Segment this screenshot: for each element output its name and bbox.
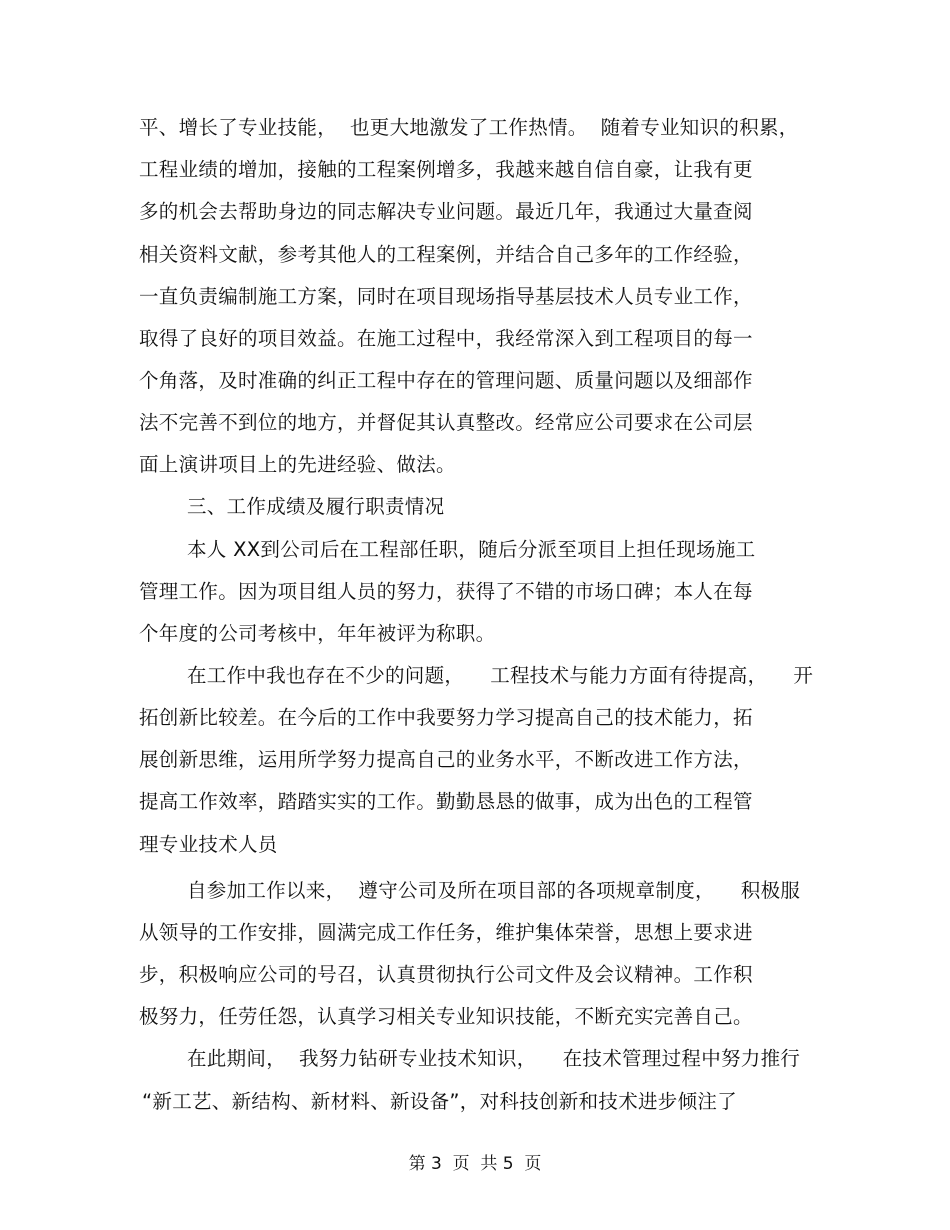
page-number-footer: 第 3 页 共 5 页 bbox=[408, 1154, 542, 1174]
text-line: 取得了良好的项目效益。在施工过程中，我经常深入到工程项目的每一 bbox=[139, 327, 753, 350]
text-line: 极努力，任劳任怨，认真学习相关专业知识技能，不断充实完善自己。 bbox=[139, 1005, 753, 1028]
text-line: 步，积极响应公司的号召，认真贯彻执行公司文件及会议精神。工作积 bbox=[139, 963, 753, 986]
text-line: 平、增长了专业技能， 也更大地激发了工作热情。 随着专业知识的积累， bbox=[139, 116, 799, 139]
text-line: 理专业技术人员 bbox=[139, 833, 278, 856]
text-line: 个角落，及时准确的纠正工程中存在的管理问题、质量问题以及细部作 bbox=[139, 369, 753, 392]
text-line: 法不完善不到位的地方，并督促其认真整改。经常应公司要求在公司层 bbox=[139, 411, 753, 434]
text-line: 拓创新比较差。在今后的工作中我要努力学习提高自己的技术能力，拓 bbox=[139, 706, 753, 729]
text-line: “新工艺、新结构、新材料、新设备”，对科技创新和技术进步倾注了 bbox=[142, 1090, 738, 1113]
text-line: 自参加工作以来， 遵守公司及所在项目部的各项规章制度， 积极服 bbox=[187, 879, 801, 902]
text-line: 提高工作效率，踏踏实实的工作。勤勤恳恳的做事，成为出色的工程管 bbox=[139, 790, 753, 813]
text-line: 在此期间， 我努力钻研专业技术知识， 在技术管理过程中努力推行 bbox=[187, 1047, 801, 1070]
text-line: 面上演讲项目上的先进经验、做法。 bbox=[139, 453, 456, 476]
text-line: 个年度的公司考核中，年年被评为称职。 bbox=[139, 622, 496, 645]
text-line: 展创新思维，运用所学努力提高自己的业务水平，不断改进工作方法， bbox=[139, 748, 753, 771]
text-line: 从领导的工作安排，圆满完成工作任务，维护集体荣誉，思想上要求进 bbox=[139, 921, 753, 944]
text-line: 本人 XX到公司后在工程部任职，随后分派至项目上担任现场施工 bbox=[187, 538, 756, 561]
text-line: 管理工作。因为项目组人员的努力，获得了不错的市场口碑；本人在每 bbox=[139, 580, 753, 603]
text-line: 多的机会去帮助身边的同志解决专业问题。最近几年，我通过大量查阅 bbox=[139, 200, 753, 223]
text-line: 工程业绩的增加，接触的工程案例增多，我越来越自信自豪，让我有更 bbox=[139, 158, 753, 181]
text-line: 在工作中我也存在不少的问题， 工程技术与能力方面有待提高， 开 bbox=[187, 664, 814, 687]
text-line: 一直负责编制施工方案，同时在项目现场指导基层技术人员专业工作， bbox=[139, 285, 753, 308]
text-line: 相关资料文献，参考其他人的工程案例，并结合自己多年的工作经验， bbox=[139, 243, 753, 266]
section-heading: 三、工作成绩及履行职责情况 bbox=[187, 495, 445, 518]
